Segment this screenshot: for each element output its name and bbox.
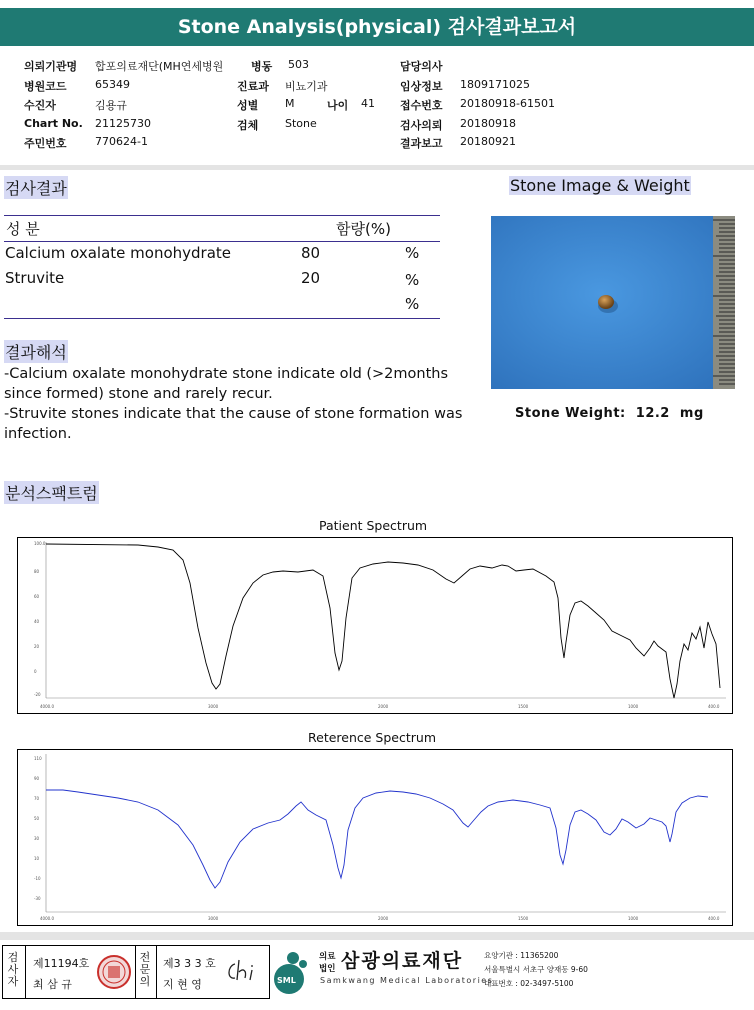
value-request-date: 20180918 [460, 117, 516, 130]
label-age: 나이 [327, 99, 349, 112]
examiner-name: 최 삼 규 [33, 978, 72, 991]
interpretation-line-2: -Struvite stones indicate that the cause of stone formation was infection. [4, 406, 463, 442]
svg-text:1000: 1000 [628, 704, 639, 709]
interpretation-line-1: -Calcium oxalate monohydrate stone indicate old (>2months since formed) stone and rarely recur. [4, 366, 449, 402]
value-sex: M [285, 97, 295, 110]
svg-text:0: 0 [34, 669, 37, 674]
value-ward: 503 [288, 58, 309, 71]
svg-text:80: 80 [34, 569, 40, 574]
value-requesting-institution: 합포의료재단(MH연세병원 [95, 60, 224, 73]
org-name: 삼광의료재단 [341, 950, 464, 972]
svg-text:2000: 2000 [378, 916, 389, 921]
label-chart-no: Chart No. [24, 117, 83, 130]
value-department: 비뇨기과 [285, 80, 328, 93]
component-value: 80 [301, 244, 321, 262]
specialist-name: 지 현 영 [163, 978, 202, 991]
signature-box [2, 945, 270, 999]
footer-divider [0, 932, 754, 940]
value-hospital-code: 65349 [95, 78, 130, 91]
component-name: Struvite [5, 269, 65, 287]
svg-text:400.0: 400.0 [708, 916, 720, 921]
svg-text:3000: 3000 [208, 704, 219, 709]
col-content-header: 함량(%) [336, 220, 391, 238]
svg-text:2000: 2000 [378, 704, 389, 709]
svg-text:-10: -10 [34, 876, 41, 881]
component-unit: % [405, 271, 420, 289]
svg-text:110: 110 [34, 756, 42, 761]
svg-text:1500: 1500 [518, 704, 529, 709]
label-resident-no: 주민번호 [24, 137, 67, 150]
org-prefix-bottom: 법인 [319, 964, 336, 974]
stone-photo [491, 216, 735, 389]
component-value: 20 [301, 269, 321, 287]
org-phone: 대표번호 : 02-3497-5100 [484, 979, 574, 988]
org-code: 요양기관 : 11365200 [484, 951, 559, 960]
specialist-signature-icon [223, 956, 263, 986]
patient-spectrum-title: Patient Spectrum [319, 518, 428, 533]
org-address: 서울특별시 서초구 양재동 9-60 [484, 965, 588, 974]
stone-weight: Stone Weight: 12.2 mg [515, 406, 704, 421]
signature-divider [135, 946, 136, 998]
patient-spectrum-chart [17, 537, 733, 714]
svg-text:10: 10 [34, 856, 40, 861]
value-patient-name: 김용규 [95, 99, 127, 112]
value-receipt-no: 20180918-61501 [460, 97, 555, 110]
examiner-label: 검사자 [7, 951, 19, 988]
label-requesting-institution: 의뢰기관명 [24, 60, 78, 73]
results-bottom-rule [4, 318, 440, 319]
spectrum-section-title: 분석스팩트럼 [4, 481, 99, 504]
label-clinical-info: 임상정보 [400, 80, 443, 93]
report-title: Stone Analysis(physical) 검사결과보고서 [0, 8, 754, 46]
specialist-license: 제3 3 3 호 [163, 957, 216, 970]
label-request-date: 검사의뢰 [400, 119, 443, 132]
svg-text:20: 20 [34, 644, 40, 649]
component-unit: % [405, 244, 420, 262]
stone-section-title: Stone Image & Weight [510, 176, 690, 195]
svg-text:-30: -30 [34, 896, 41, 901]
svg-text:40: 40 [34, 619, 40, 624]
value-resident-no: 770624-1 [95, 135, 148, 148]
col-component-header: 성 분 [6, 220, 40, 238]
value-age: 41 [361, 97, 375, 110]
reference-spectrum-chart [17, 749, 733, 926]
label-specimen: 검체 [237, 119, 259, 132]
results-table-top-rule [4, 215, 440, 216]
logo-abbrev: SML [277, 976, 296, 985]
svg-text:1500: 1500 [518, 916, 529, 921]
patient-spectrum-line [46, 544, 720, 698]
label-ward: 병동 [251, 60, 273, 73]
svg-text:50: 50 [34, 816, 40, 821]
svg-text:3000: 3000 [208, 916, 219, 921]
svg-text:60: 60 [34, 594, 40, 599]
label-receipt-no: 접수번호 [400, 99, 443, 112]
component-name: Calcium oxalate monohydrate [5, 244, 232, 262]
examiner-license: 제11194호 [33, 957, 90, 970]
value-clinical-info: 1809171025 [460, 78, 530, 91]
signature-divider [25, 946, 26, 998]
org-english-name: Samkwang Medical Laboratories [320, 976, 494, 985]
reference-spectrum-title: Reterence Spectrum [308, 730, 436, 745]
results-header-rule [4, 241, 440, 242]
header-divider [0, 165, 754, 170]
label-department: 진료과 [237, 80, 269, 93]
org-prefix-top: 의료 [319, 952, 336, 962]
reference-spectrum-plot [18, 750, 732, 925]
sml-logo-icon [271, 948, 315, 996]
svg-text:1000: 1000 [628, 916, 639, 921]
svg-text:30: 30 [34, 836, 40, 841]
signature-divider [156, 946, 157, 998]
reference-spectrum-line [46, 790, 708, 888]
svg-text:100.0: 100.0 [34, 541, 46, 546]
svg-text:-20: -20 [34, 692, 41, 697]
value-chart-no: 21125730 [95, 117, 151, 130]
value-report-date: 20180921 [460, 135, 516, 148]
label-attending-doctor: 담당의사 [400, 60, 443, 73]
label-report-date: 결과보고 [400, 137, 443, 150]
results-section-title: 검사결과 [4, 176, 68, 199]
examiner-seal-icon [96, 954, 132, 990]
svg-text:4000.0: 4000.0 [40, 704, 54, 709]
label-patient-name: 수진자 [24, 99, 56, 112]
label-hospital-code: 병원코드 [24, 80, 67, 93]
component-unit: % [405, 295, 420, 313]
svg-text:70: 70 [34, 796, 40, 801]
svg-text:4000.0: 4000.0 [40, 916, 54, 921]
svg-text:90: 90 [34, 776, 40, 781]
label-sex: 성별 [237, 99, 259, 112]
interpretation-section-title: 결과해석 [4, 340, 68, 363]
value-specimen: Stone [285, 117, 317, 130]
svg-text:400.0: 400.0 [708, 704, 720, 709]
patient-spectrum-plot [18, 538, 732, 713]
interpretation-text [4, 364, 479, 444]
stone-photo-svg [491, 216, 735, 389]
specialist-label: 전문의 [139, 951, 151, 988]
